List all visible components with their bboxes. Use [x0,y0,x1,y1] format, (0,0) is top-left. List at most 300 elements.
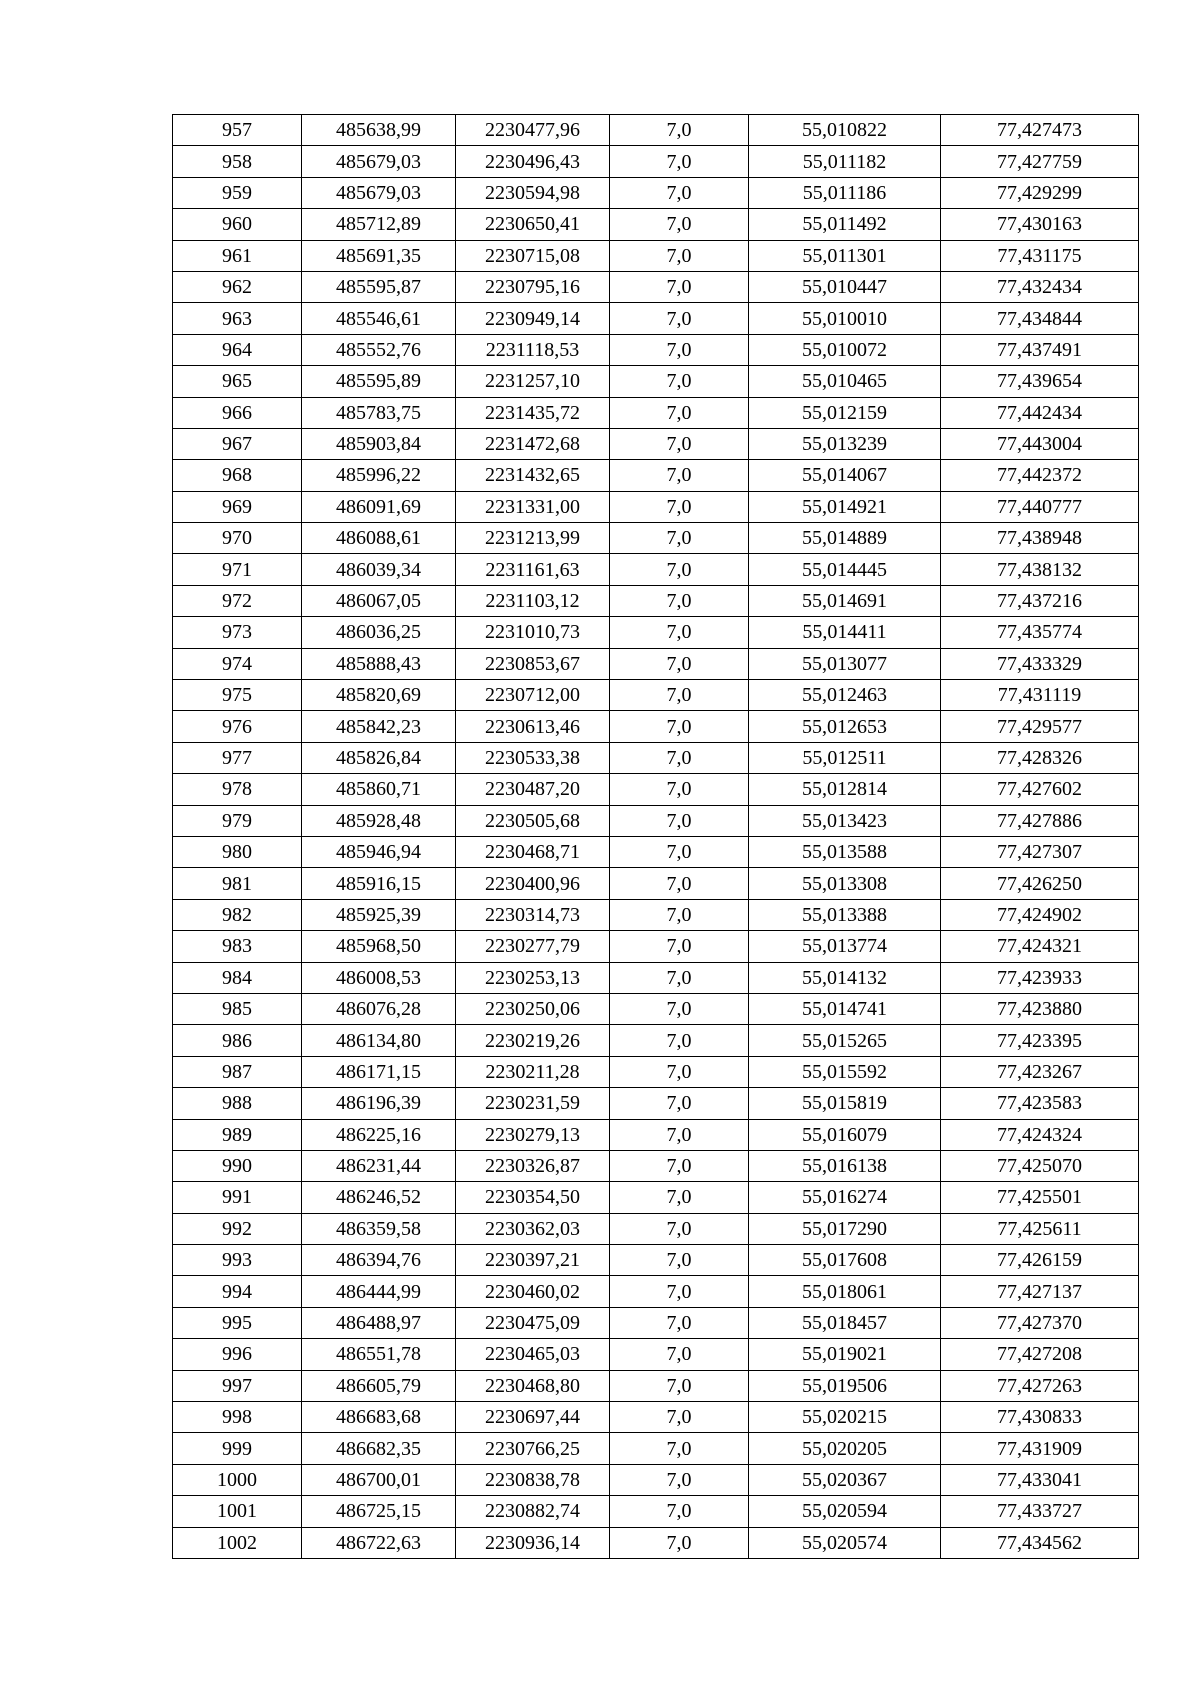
longitude-cell: 77,430163 [941,209,1139,240]
table-row [173,1056,1139,1087]
point-number-cell: 970 [173,523,302,554]
latitude-cell: 55,013774 [749,931,941,962]
y-coordinate-cell: 2230314,73 [456,899,610,930]
x-coordinate-cell: 485888,43 [302,648,456,679]
y-coordinate-cell: 2230697,44 [456,1402,610,1433]
point-number-cell: 966 [173,397,302,428]
table-row [173,460,1139,491]
tolerance-cell: 7,0 [610,177,749,208]
tolerance-cell: 7,0 [610,1370,749,1401]
longitude-cell: 77,427137 [941,1276,1139,1307]
longitude-cell: 77,427602 [941,774,1139,805]
tolerance-cell: 7,0 [610,617,749,648]
y-coordinate-cell: 2231161,63 [456,554,610,585]
table-row [173,1433,1139,1464]
point-number-cell: 1001 [173,1496,302,1527]
point-number-cell: 975 [173,680,302,711]
x-coordinate-cell: 486225,16 [302,1119,456,1150]
longitude-cell: 77,427307 [941,836,1139,867]
tolerance-cell: 7,0 [610,1150,749,1181]
y-coordinate-cell: 2230397,21 [456,1245,610,1276]
x-coordinate-cell: 486036,25 [302,617,456,648]
table-row [173,993,1139,1024]
x-coordinate-cell: 486605,79 [302,1370,456,1401]
x-coordinate-cell: 486683,68 [302,1402,456,1433]
y-coordinate-cell: 2231432,65 [456,460,610,491]
table-row [173,1150,1139,1181]
longitude-cell: 77,426159 [941,1245,1139,1276]
y-coordinate-cell: 2231213,99 [456,523,610,554]
table-row [173,1370,1139,1401]
tolerance-cell: 7,0 [610,271,749,302]
y-coordinate-cell: 2230838,78 [456,1464,610,1495]
tolerance-cell: 7,0 [610,397,749,428]
latitude-cell: 55,010010 [749,303,941,334]
longitude-cell: 77,423583 [941,1088,1139,1119]
longitude-cell: 77,423933 [941,962,1139,993]
latitude-cell: 55,020367 [749,1464,941,1495]
y-coordinate-cell: 2230594,98 [456,177,610,208]
table-row [173,711,1139,742]
longitude-cell: 77,423395 [941,1025,1139,1056]
tolerance-cell: 7,0 [610,742,749,773]
y-coordinate-cell: 2231435,72 [456,397,610,428]
x-coordinate-cell: 486008,53 [302,962,456,993]
x-coordinate-cell: 485826,84 [302,742,456,773]
x-coordinate-cell: 485546,61 [302,303,456,334]
longitude-cell: 77,427886 [941,805,1139,836]
point-number-cell: 996 [173,1339,302,1370]
point-number-cell: 979 [173,805,302,836]
x-coordinate-cell: 486231,44 [302,1150,456,1181]
latitude-cell: 55,019021 [749,1339,941,1370]
x-coordinate-cell: 485946,94 [302,836,456,867]
table-row [173,1402,1139,1433]
point-number-cell: 972 [173,585,302,616]
y-coordinate-cell: 2230936,14 [456,1527,610,1558]
point-number-cell: 959 [173,177,302,208]
y-coordinate-cell: 2230949,14 [456,303,610,334]
longitude-cell: 77,430833 [941,1402,1139,1433]
tolerance-cell: 7,0 [610,1025,749,1056]
latitude-cell: 55,010465 [749,366,941,397]
point-number-cell: 958 [173,146,302,177]
latitude-cell: 55,010822 [749,115,941,146]
table-row [173,585,1139,616]
latitude-cell: 55,013308 [749,868,941,899]
tolerance-cell: 7,0 [610,1527,749,1558]
x-coordinate-cell: 485712,89 [302,209,456,240]
point-number-cell: 957 [173,115,302,146]
x-coordinate-cell: 486088,61 [302,523,456,554]
y-coordinate-cell: 2230460,02 [456,1276,610,1307]
longitude-cell: 77,427370 [941,1307,1139,1338]
point-number-cell: 983 [173,931,302,962]
table-row [173,271,1139,302]
table-row [173,1088,1139,1119]
longitude-cell: 77,443004 [941,428,1139,459]
point-number-cell: 982 [173,899,302,930]
x-coordinate-cell: 485903,84 [302,428,456,459]
latitude-cell: 55,015265 [749,1025,941,1056]
latitude-cell: 55,020574 [749,1527,941,1558]
y-coordinate-cell: 2230475,09 [456,1307,610,1338]
longitude-cell: 77,431909 [941,1433,1139,1464]
latitude-cell: 55,013588 [749,836,941,867]
y-coordinate-cell: 2230362,03 [456,1213,610,1244]
latitude-cell: 55,020594 [749,1496,941,1527]
longitude-cell: 77,425070 [941,1150,1139,1181]
tolerance-cell: 7,0 [610,1464,749,1495]
latitude-cell: 55,014411 [749,617,941,648]
y-coordinate-cell: 2230712,00 [456,680,610,711]
latitude-cell: 55,010072 [749,334,941,365]
x-coordinate-cell: 486134,80 [302,1025,456,1056]
y-coordinate-cell: 2230279,13 [456,1119,610,1150]
x-coordinate-cell: 486551,78 [302,1339,456,1370]
tolerance-cell: 7,0 [610,554,749,585]
x-coordinate-cell: 485842,23 [302,711,456,742]
table-row [173,1276,1139,1307]
longitude-cell: 77,423267 [941,1056,1139,1087]
latitude-cell: 55,013423 [749,805,941,836]
table-row [173,931,1139,962]
x-coordinate-cell: 485595,87 [302,271,456,302]
tolerance-cell: 7,0 [610,868,749,899]
latitude-cell: 55,015592 [749,1056,941,1087]
y-coordinate-cell: 2231103,12 [456,585,610,616]
table-row [173,836,1139,867]
latitude-cell: 55,014741 [749,993,941,1024]
x-coordinate-cell: 485996,22 [302,460,456,491]
latitude-cell: 55,020215 [749,1402,941,1433]
x-coordinate-cell: 485679,03 [302,146,456,177]
x-coordinate-cell: 486076,28 [302,993,456,1024]
coordinates-table [172,114,1139,1559]
longitude-cell: 77,427263 [941,1370,1139,1401]
latitude-cell: 55,012463 [749,680,941,711]
x-coordinate-cell: 486725,15 [302,1496,456,1527]
latitude-cell: 55,016138 [749,1150,941,1181]
longitude-cell: 77,427759 [941,146,1139,177]
longitude-cell: 77,425611 [941,1213,1139,1244]
tolerance-cell: 7,0 [610,1496,749,1527]
table-row [173,1464,1139,1495]
tolerance-cell: 7,0 [610,240,749,271]
y-coordinate-cell: 2230219,26 [456,1025,610,1056]
y-coordinate-cell: 2230650,41 [456,209,610,240]
table-row [173,1307,1139,1338]
table-row [173,177,1139,208]
point-number-cell: 988 [173,1088,302,1119]
y-coordinate-cell: 2230505,68 [456,805,610,836]
table-row [173,1182,1139,1213]
table-row [173,617,1139,648]
longitude-cell: 77,438132 [941,554,1139,585]
tolerance-cell: 7,0 [610,899,749,930]
point-number-cell: 964 [173,334,302,365]
x-coordinate-cell: 486700,01 [302,1464,456,1495]
tolerance-cell: 7,0 [610,115,749,146]
latitude-cell: 55,016079 [749,1119,941,1150]
longitude-cell: 77,435774 [941,617,1139,648]
point-number-cell: 998 [173,1402,302,1433]
y-coordinate-cell: 2231331,00 [456,491,610,522]
table-row [173,1213,1139,1244]
latitude-cell: 55,012511 [749,742,941,773]
table-row [173,1527,1139,1558]
latitude-cell: 55,018457 [749,1307,941,1338]
x-coordinate-cell: 486444,99 [302,1276,456,1307]
tolerance-cell: 7,0 [610,146,749,177]
point-number-cell: 976 [173,711,302,742]
y-coordinate-cell: 2230354,50 [456,1182,610,1213]
point-number-cell: 987 [173,1056,302,1087]
y-coordinate-cell: 2230853,67 [456,648,610,679]
longitude-cell: 77,431119 [941,680,1139,711]
x-coordinate-cell: 485638,99 [302,115,456,146]
latitude-cell: 55,013239 [749,428,941,459]
point-number-cell: 1000 [173,1464,302,1495]
table-row [173,334,1139,365]
longitude-cell: 77,429577 [941,711,1139,742]
latitude-cell: 55,015819 [749,1088,941,1119]
point-number-cell: 974 [173,648,302,679]
table-row [173,115,1139,146]
latitude-cell: 55,018061 [749,1276,941,1307]
longitude-cell: 77,424321 [941,931,1139,962]
longitude-cell: 77,423880 [941,993,1139,1024]
x-coordinate-cell: 486091,69 [302,491,456,522]
x-coordinate-cell: 485820,69 [302,680,456,711]
longitude-cell: 77,442434 [941,397,1139,428]
y-coordinate-cell: 2230468,80 [456,1370,610,1401]
tolerance-cell: 7,0 [610,491,749,522]
tolerance-cell: 7,0 [610,1056,749,1087]
longitude-cell: 77,433727 [941,1496,1139,1527]
latitude-cell: 55,013388 [749,899,941,930]
longitude-cell: 77,437216 [941,585,1139,616]
x-coordinate-cell: 486246,52 [302,1182,456,1213]
point-number-cell: 967 [173,428,302,459]
x-coordinate-cell: 486067,05 [302,585,456,616]
table-row [173,648,1139,679]
tolerance-cell: 7,0 [610,1402,749,1433]
table-row [173,742,1139,773]
table-row [173,1119,1139,1150]
y-coordinate-cell: 2230766,25 [456,1433,610,1464]
point-number-cell: 981 [173,868,302,899]
y-coordinate-cell: 2230400,96 [456,868,610,899]
latitude-cell: 55,019506 [749,1370,941,1401]
longitude-cell: 77,431175 [941,240,1139,271]
latitude-cell: 55,014691 [749,585,941,616]
longitude-cell: 77,439654 [941,366,1139,397]
x-coordinate-cell: 486488,97 [302,1307,456,1338]
point-number-cell: 995 [173,1307,302,1338]
latitude-cell: 55,014921 [749,491,941,522]
tolerance-cell: 7,0 [610,680,749,711]
longitude-cell: 77,440777 [941,491,1139,522]
table-row [173,146,1139,177]
y-coordinate-cell: 2230487,20 [456,774,610,805]
tolerance-cell: 7,0 [610,1339,749,1370]
longitude-cell: 77,434562 [941,1527,1139,1558]
x-coordinate-cell: 485916,15 [302,868,456,899]
tolerance-cell: 7,0 [610,460,749,491]
x-coordinate-cell: 485925,39 [302,899,456,930]
y-coordinate-cell: 2231118,53 [456,334,610,365]
x-coordinate-cell: 486722,63 [302,1527,456,1558]
table-row [173,209,1139,240]
x-coordinate-cell: 486039,34 [302,554,456,585]
table-row [173,774,1139,805]
point-number-cell: 980 [173,836,302,867]
longitude-cell: 77,432434 [941,271,1139,302]
point-number-cell: 971 [173,554,302,585]
y-coordinate-cell: 2230326,87 [456,1150,610,1181]
latitude-cell: 55,017290 [749,1213,941,1244]
point-number-cell: 968 [173,460,302,491]
latitude-cell: 55,014889 [749,523,941,554]
latitude-cell: 55,011186 [749,177,941,208]
latitude-cell: 55,014132 [749,962,941,993]
x-coordinate-cell: 485860,71 [302,774,456,805]
table-row [173,554,1139,585]
x-coordinate-cell: 485783,75 [302,397,456,428]
tolerance-cell: 7,0 [610,1213,749,1244]
longitude-cell: 77,437491 [941,334,1139,365]
y-coordinate-cell: 2230250,06 [456,993,610,1024]
longitude-cell: 77,428326 [941,742,1139,773]
y-coordinate-cell: 2231472,68 [456,428,610,459]
tolerance-cell: 7,0 [610,1245,749,1276]
longitude-cell: 77,433329 [941,648,1139,679]
y-coordinate-cell: 2230715,08 [456,240,610,271]
y-coordinate-cell: 2230533,38 [456,742,610,773]
x-coordinate-cell: 485595,89 [302,366,456,397]
table-row [173,428,1139,459]
tolerance-cell: 7,0 [610,585,749,616]
point-number-cell: 985 [173,993,302,1024]
point-number-cell: 963 [173,303,302,334]
longitude-cell: 77,427473 [941,115,1139,146]
x-coordinate-cell: 485968,50 [302,931,456,962]
latitude-cell: 55,012814 [749,774,941,805]
y-coordinate-cell: 2230468,71 [456,836,610,867]
point-number-cell: 992 [173,1213,302,1244]
point-number-cell: 1002 [173,1527,302,1558]
tolerance-cell: 7,0 [610,1088,749,1119]
point-number-cell: 965 [173,366,302,397]
table-row [173,1339,1139,1370]
point-number-cell: 997 [173,1370,302,1401]
longitude-cell: 77,434844 [941,303,1139,334]
longitude-cell: 77,425501 [941,1182,1139,1213]
table-row [173,805,1139,836]
point-number-cell: 973 [173,617,302,648]
y-coordinate-cell: 2230613,46 [456,711,610,742]
point-number-cell: 984 [173,962,302,993]
longitude-cell: 77,426250 [941,868,1139,899]
y-coordinate-cell: 2230253,13 [456,962,610,993]
point-number-cell: 989 [173,1119,302,1150]
y-coordinate-cell: 2230882,74 [456,1496,610,1527]
point-number-cell: 960 [173,209,302,240]
tolerance-cell: 7,0 [610,1182,749,1213]
point-number-cell: 999 [173,1433,302,1464]
tolerance-cell: 7,0 [610,523,749,554]
table-row [173,240,1139,271]
table-row [173,868,1139,899]
latitude-cell: 55,014067 [749,460,941,491]
x-coordinate-cell: 485679,03 [302,177,456,208]
tolerance-cell: 7,0 [610,711,749,742]
tolerance-cell: 7,0 [610,931,749,962]
tolerance-cell: 7,0 [610,836,749,867]
latitude-cell: 55,012653 [749,711,941,742]
point-number-cell: 961 [173,240,302,271]
table-row [173,899,1139,930]
y-coordinate-cell: 2230795,16 [456,271,610,302]
longitude-cell: 77,427208 [941,1339,1139,1370]
tolerance-cell: 7,0 [610,1433,749,1464]
latitude-cell: 55,011182 [749,146,941,177]
point-number-cell: 977 [173,742,302,773]
longitude-cell: 77,442372 [941,460,1139,491]
table-row [173,680,1139,711]
y-coordinate-cell: 2231010,73 [456,617,610,648]
longitude-cell: 77,424902 [941,899,1139,930]
latitude-cell: 55,011492 [749,209,941,240]
tolerance-cell: 7,0 [610,428,749,459]
point-number-cell: 994 [173,1276,302,1307]
x-coordinate-cell: 486171,15 [302,1056,456,1087]
x-coordinate-cell: 485928,48 [302,805,456,836]
y-coordinate-cell: 2230477,96 [456,115,610,146]
tolerance-cell: 7,0 [610,805,749,836]
tolerance-cell: 7,0 [610,993,749,1024]
latitude-cell: 55,010447 [749,271,941,302]
point-number-cell: 962 [173,271,302,302]
table-row [173,397,1139,428]
tolerance-cell: 7,0 [610,962,749,993]
point-number-cell: 993 [173,1245,302,1276]
y-coordinate-cell: 2230496,43 [456,146,610,177]
tolerance-cell: 7,0 [610,303,749,334]
x-coordinate-cell: 485691,35 [302,240,456,271]
tolerance-cell: 7,0 [610,774,749,805]
table-row [173,523,1139,554]
tolerance-cell: 7,0 [610,648,749,679]
table-row [173,303,1139,334]
latitude-cell: 55,016274 [749,1182,941,1213]
longitude-cell: 77,438948 [941,523,1139,554]
x-coordinate-cell: 486682,35 [302,1433,456,1464]
point-number-cell: 978 [173,774,302,805]
x-coordinate-cell: 486196,39 [302,1088,456,1119]
tolerance-cell: 7,0 [610,334,749,365]
tolerance-cell: 7,0 [610,209,749,240]
table-row [173,491,1139,522]
longitude-cell: 77,433041 [941,1464,1139,1495]
y-coordinate-cell: 2230231,59 [456,1088,610,1119]
tolerance-cell: 7,0 [610,1276,749,1307]
point-number-cell: 986 [173,1025,302,1056]
tolerance-cell: 7,0 [610,1307,749,1338]
y-coordinate-cell: 2230465,03 [456,1339,610,1370]
x-coordinate-cell: 485552,76 [302,334,456,365]
